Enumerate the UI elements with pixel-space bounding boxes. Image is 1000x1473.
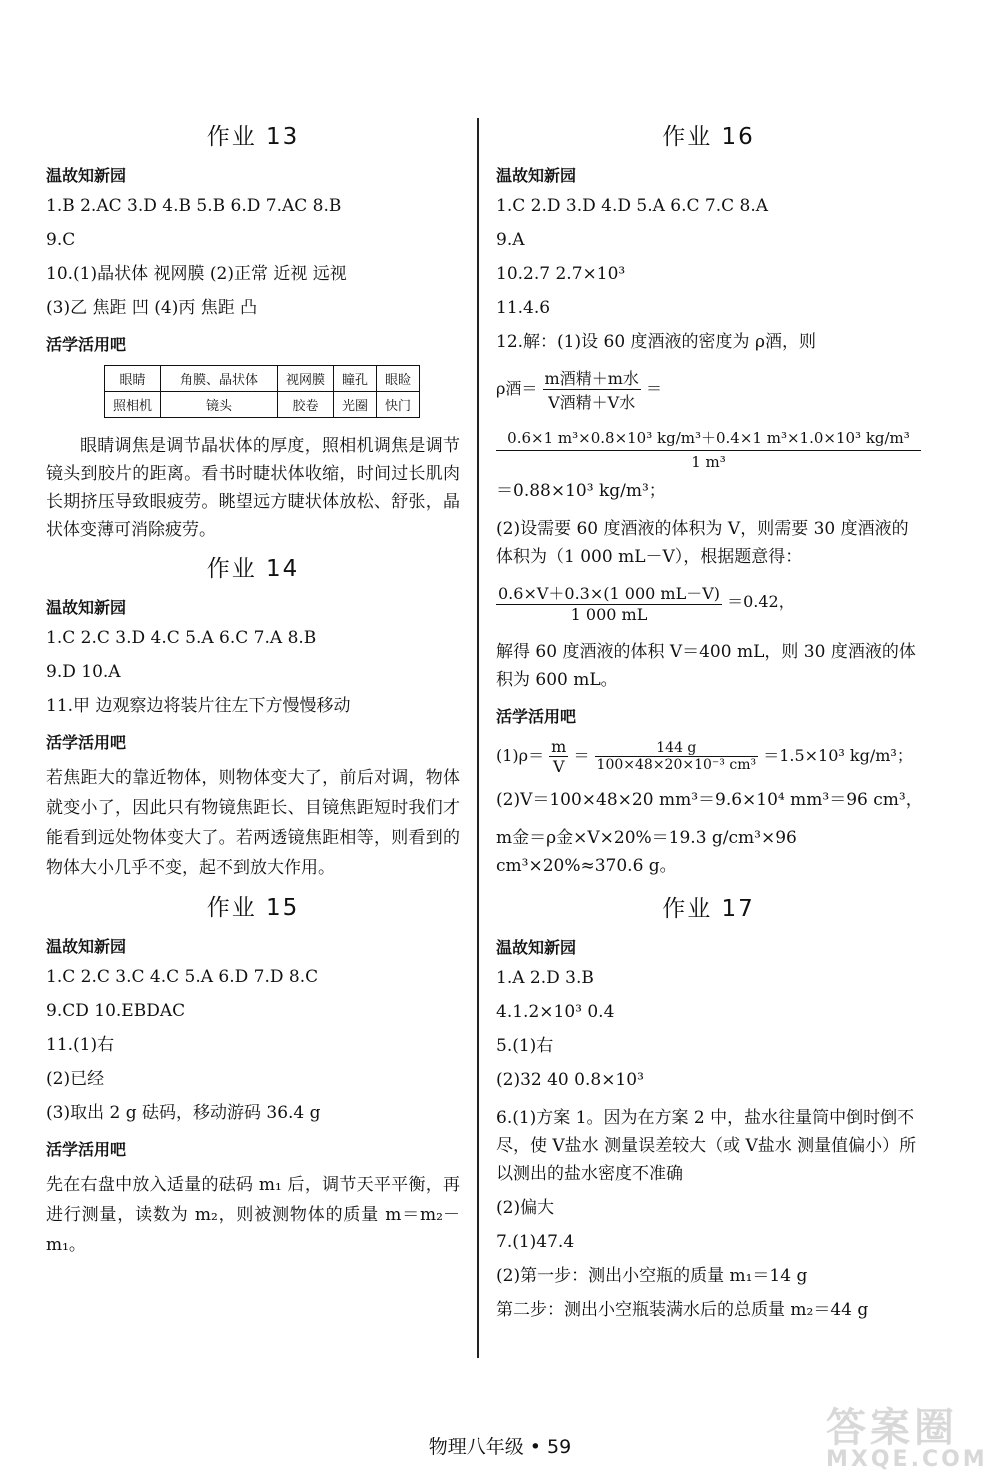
hw15-line-5: (3)取出 2 g 砝码，移动游码 36.4 g	[46, 1103, 321, 1123]
fraction-denominator: 1 000 mL	[570, 605, 648, 624]
fraction-numerator: 0.6×1 m³×0.8×10³ kg/m³＋0.4×1 m³×1.0×10³ kg/m³	[496, 427, 921, 451]
apply-formula-1	[496, 737, 921, 776]
value-fraction	[595, 740, 759, 773]
hw14-title: 作业 14	[206, 556, 300, 582]
volume-equation	[496, 581, 921, 624]
column-divider	[477, 118, 479, 1358]
equation-rhs: ＝0.42，	[727, 592, 795, 611]
hw14-line-3: 11.甲 边观察边将装片往左下方慢慢移动	[46, 696, 351, 716]
fraction-denominator: V酒精＋V水	[548, 393, 636, 412]
fraction-denominator: 1 m³	[691, 453, 726, 471]
hw14-line-1: 1.C 2.C 3.D 4.C 5.A 6.C 7.A 8.B	[46, 628, 317, 648]
table-cell: 镜头	[161, 392, 278, 418]
table-cell: 视网膜	[278, 366, 334, 392]
fraction-numerator: m酒精＋m水	[543, 366, 641, 390]
hw15-apply-heading: 活学活用吧	[46, 1140, 127, 1159]
hw15-line-2: 9.CD 10.EBDAC	[46, 1001, 186, 1021]
density-rhs: ＝	[645, 379, 662, 398]
fraction-denominator: V	[552, 757, 565, 776]
hw15-review-heading: 温故知新园	[46, 937, 127, 956]
hw16-title: 作业 16	[662, 124, 755, 150]
hw17-title: 作业 17	[662, 896, 755, 922]
hw13-line-1: 1.B 2.AC 3.D 4.B 5.B 6.D 7.AC 8.B	[46, 196, 342, 216]
hw16-part2: (2)设需要 60 度酒液的体积为 V，则需要 30 度酒液的体积为（1 000 mL－V），根据题意得：	[496, 519, 909, 567]
density-result: ＝0.88×10³ kg/m³；	[496, 481, 666, 501]
hw13-apply-heading: 活学活用吧	[46, 335, 127, 354]
apply-lhs: (1)ρ＝	[496, 746, 545, 765]
hw17-q7b: (2)第一步：测出小空瓶的质量 m₁＝14 g	[496, 1266, 808, 1286]
table-cell: 角膜、晶状体	[161, 366, 278, 392]
apply-line-2: (2)V＝100×48×20 mm³＝9.6×10⁴ mm³＝96 cm³，	[496, 790, 923, 810]
hw15-line-4: (2)已经	[46, 1069, 105, 1089]
eye-camera-table	[104, 365, 420, 418]
table-cell: 眼睛	[105, 366, 161, 392]
fraction-denominator: 100×48×20×10⁻³ cm³	[596, 757, 757, 773]
hw17-review-heading: 温故知新园	[496, 938, 577, 957]
table-cell: 胶卷	[278, 392, 334, 418]
hw17-line-4: (2)32 40 0.8×10³	[496, 1070, 644, 1090]
hw17-line-1: 1.A 2.D 3.B	[496, 968, 594, 988]
hw13-review-heading: 温故知新园	[46, 166, 127, 185]
hw13-line-4: (3)乙 焦距 凹 (4)丙 焦距 凸	[46, 298, 258, 318]
hw13-paragraph: 眼睛调焦是调节晶状体的厚度，照相机调焦是调节镜头到胶片的距离。看书时睫状体收缩，时间过长肌肉长期挤压导致眼疲劳。眺望远方睫状体放松、舒张，晶状体变薄可消除疲劳。	[46, 436, 460, 540]
table-cell: 眼睑	[377, 366, 420, 392]
hw15-title: 作业 15	[206, 895, 300, 921]
table-cell: 瞳孔	[334, 366, 377, 392]
hw17-line-2: 4.1.2×10³ 0.4	[496, 1002, 615, 1022]
density-fraction	[543, 366, 641, 413]
density-definition	[496, 366, 921, 413]
fraction-numerator: 0.6×V＋0.3×(1 000 mL－V)	[496, 581, 722, 605]
hw16-line-3: 10.2.7 2.7×10³	[496, 264, 626, 284]
hw17-q7c: 第二步：测出小空瓶装满水后的总质量 m₂＝44 g	[496, 1300, 869, 1320]
hw16-line-2: 9.A	[496, 230, 525, 250]
hw16-apply-heading: 活学活用吧	[496, 707, 577, 726]
hw16-line-4: 11.4.6	[496, 298, 551, 318]
hw14-apply-heading: 活学活用吧	[46, 733, 127, 752]
hw15-line-1: 1.C 2.C 3.C 4.C 5.A 6.D 7.D 8.C	[46, 967, 319, 987]
hw16-review-heading: 温故知新园	[496, 166, 577, 185]
hw16-line-5: 12.解：(1)设 60 度酒液的密度为 ρ酒，则	[496, 332, 816, 352]
equation-fraction	[496, 581, 722, 624]
hw15-line-3: 11.(1)右	[46, 1035, 115, 1055]
hw17-q6: 6.(1)方案 1。因为在方案 2 中，盐水往量筒中倒时倒不尽，使 V盐水 测量误差较大（或 V盐水 测量值偏小）所以测出的盐水密度不准确	[496, 1108, 917, 1184]
right-column	[496, 112, 921, 1334]
fraction-numerator: 144 g	[595, 740, 759, 757]
hw15-paragraph: 先在右盘中放入适量的砝码 m₁ 后，调节天平平衡，再进行测量，读数为 m₂，则被测物体的质量 m＝m₂－m₁。	[46, 1175, 460, 1255]
table-row	[105, 392, 420, 418]
hw14-paragraph: 若焦距大的靠近物体，则物体变大了，前后对调，物体就变小了，因此只有物镜焦距长、目镜焦距短时我们才能看到远处物体变大了。若两透镜焦距相等，则看到的物体大小几乎不变，起不到放大作用。	[46, 768, 460, 878]
hw13-title: 作业 13	[206, 124, 300, 150]
hw13-line-3: 10.(1)晶状体 视网膜 (2)正常 近视 远视	[46, 264, 347, 284]
hw16-solution: 解得 60 度酒液的体积 V＝400 mL，则 30 度酒液的体积为 600 mL。	[496, 642, 916, 690]
fraction-numerator: m	[551, 737, 567, 756]
m-over-v-fraction	[549, 737, 568, 776]
density-calculation	[496, 427, 921, 471]
watermark-line-2: MXQE.COM	[826, 1447, 988, 1472]
hw17-q6b: (2)偏大	[496, 1198, 555, 1218]
hw14-review-heading: 温故知新园	[46, 598, 127, 617]
watermark-line-1: 答案圈	[826, 1405, 958, 1451]
hw14-line-2: 9.D 10.A	[46, 662, 121, 682]
density-lhs: ρ酒＝	[496, 379, 538, 398]
apply-equals: ＝	[573, 746, 590, 765]
hw13-line-2: 9.C	[46, 230, 76, 250]
table-cell: 光圈	[334, 392, 377, 418]
table-cell: 照相机	[105, 392, 161, 418]
table-row	[105, 366, 420, 392]
page-footer: 物理八年级 • 59	[428, 1436, 572, 1458]
table-cell: 快门	[377, 392, 420, 418]
hw17-line-3: 5.(1)右	[496, 1036, 554, 1056]
left-column	[46, 112, 460, 1266]
hw17-q7: 7.(1)47.4	[496, 1232, 575, 1252]
watermark-logo	[826, 1396, 988, 1472]
apply-rhs: ＝1.5×10³ kg/m³；	[763, 746, 913, 765]
apply-line-3: m金＝ρ金×V×20%＝19.3 g/cm³×96 cm³×20%≈370.6 g。	[496, 828, 797, 876]
hw16-line-1: 1.C 2.D 3.D 4.D 5.A 6.C 7.C 8.A	[496, 196, 769, 216]
